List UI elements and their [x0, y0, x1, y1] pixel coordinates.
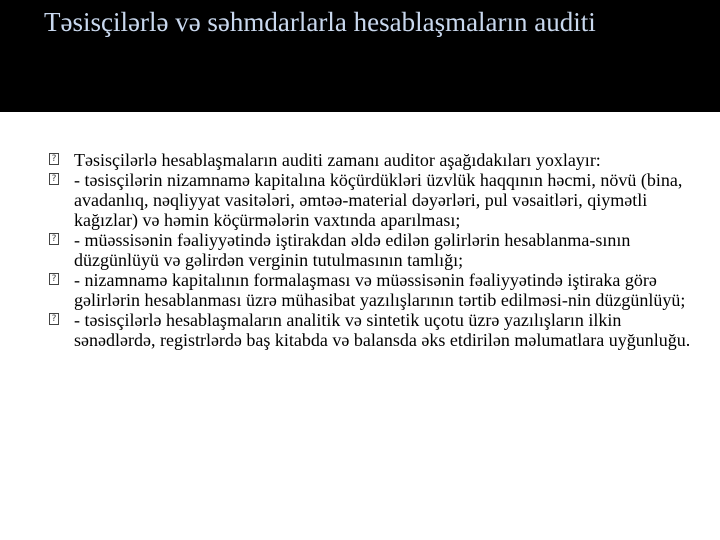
missing-glyph-icon: ?: [49, 173, 59, 185]
bullet-item: [44, 310, 694, 350]
bullet-item: [44, 270, 694, 310]
bullet-text: - müəssisənin fəaliyyətində iştirakdan əldə edilən gəlirlərin hesablanma-sının düzgünlüyü və gəlirdən verginin tutulmasının tamlığı;: [74, 230, 631, 270]
title-bar: [0, 0, 720, 112]
bullet-item: [44, 150, 694, 170]
bullet-item: [44, 230, 694, 270]
slide-title: Təsisçilərlə və səhmdarlarla hesablaşmaların auditi: [44, 7, 596, 37]
bullet-list: [44, 150, 694, 350]
bullet-text: - təsisçilərlə hesablaşmaların analitik və sintetik uçotu üzrə yazılışların ilkin sənədlərdə, registrlərdə baş kitabda və balansda əks etdirilən məlumatlara uyğunluğu.: [74, 310, 691, 350]
bullet-item: [44, 170, 694, 230]
missing-glyph-icon: ?: [49, 313, 59, 325]
missing-glyph-icon: ?: [49, 153, 59, 165]
bullet-text: - təsisçilərin nizamnamə kapitalına köçürdükləri üzvlük haqqının həcmi, növü (bina, avadanlıq, nəqliyyat vasitələri, əmtəə-material dəyərləri, pul vəsaitləri, qiymətli kağızlar) və həmin köçürmələrin vaxtında aparılması;: [74, 170, 683, 230]
missing-glyph-icon: ?: [49, 273, 59, 285]
bullet-text: Təsisçilərlə hesablaşmaların auditi zamanı auditor aşağıdakıları yoxlayır:: [74, 150, 601, 170]
missing-glyph-icon: ?: [49, 233, 59, 245]
bullet-text: - nizamnamə kapitalının formalaşması və müəssisənin fəaliyyətində iştiraka görə gəlirlərin hesablanması üzrə mühasibat yazılışlarının tərtib edilməsi-nin düzgünlüyü;: [74, 270, 686, 310]
